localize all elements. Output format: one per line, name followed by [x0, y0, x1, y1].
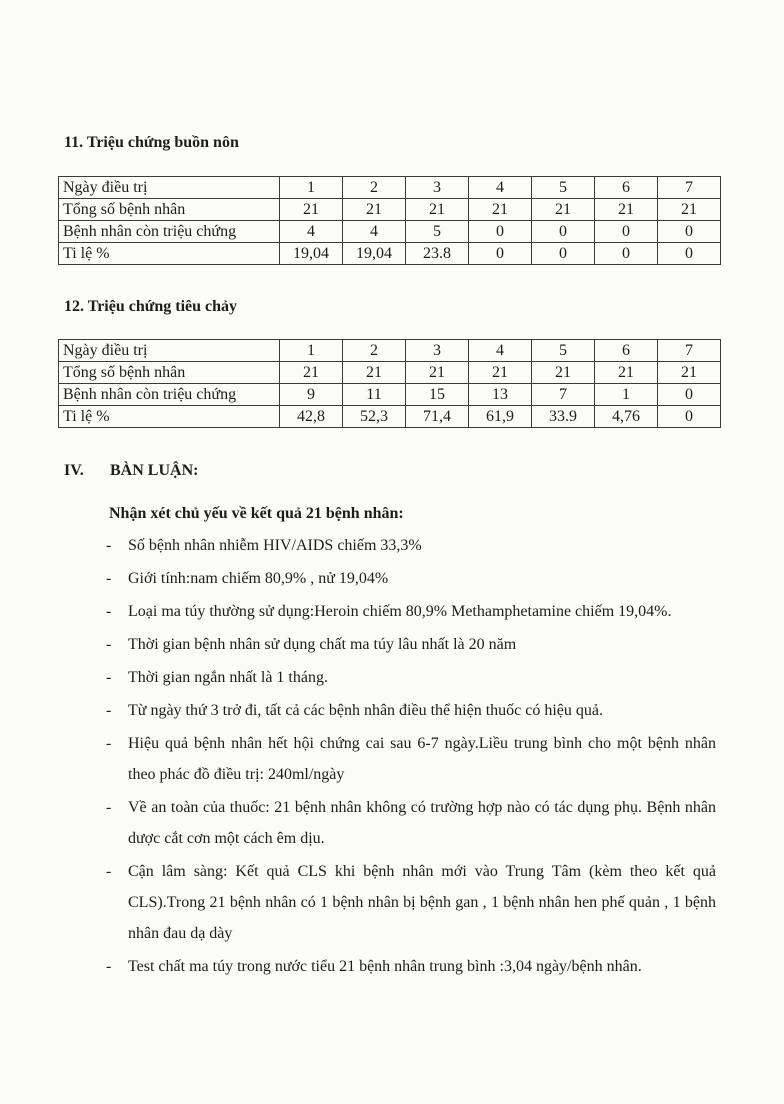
cell: 71,4: [406, 406, 469, 428]
cell: 21: [658, 362, 721, 384]
cell: 4: [343, 221, 406, 243]
table-row: [59, 199, 721, 221]
cell: 21: [595, 362, 658, 384]
list-item: [106, 629, 716, 660]
cell: 11: [343, 384, 406, 406]
dash-marker: -: [106, 863, 112, 880]
cell: 15: [406, 384, 469, 406]
dash-marker: -: [106, 603, 112, 620]
cell: 21: [343, 199, 406, 221]
cell: 3: [406, 340, 469, 362]
cell: 21: [406, 362, 469, 384]
row-label: Tổng số bệnh nhân: [59, 362, 280, 384]
table-row: [59, 340, 721, 362]
cell: 7: [658, 340, 721, 362]
cell: 13: [469, 384, 532, 406]
cell: 9: [280, 384, 343, 406]
list-item-text: Loại ma túy thường sử dụng:Heroin chiếm 80,9% Methamphetamine chiếm 19,04%.: [128, 603, 672, 620]
cell: 0: [595, 221, 658, 243]
table-row: [59, 221, 721, 243]
cell: 21: [658, 199, 721, 221]
cell: 0: [532, 243, 595, 265]
table-row: [59, 362, 721, 384]
discussion-subheading: Nhận xét chủ yếu về kết quả 21 bệnh nhân:: [109, 505, 404, 522]
cell: 7: [658, 177, 721, 199]
cell: 19,04: [343, 243, 406, 265]
cell: 7: [532, 384, 595, 406]
cell: 1: [280, 340, 343, 362]
dash-marker: -: [106, 570, 112, 587]
discussion-list: [106, 530, 716, 984]
cell: 52,3: [343, 406, 406, 428]
cell: 5: [406, 221, 469, 243]
cell: 2: [343, 340, 406, 362]
cell: 0: [658, 406, 721, 428]
list-item-text: Về an toàn của thuốc: 21 bệnh nhân không có trường hợp nào có tác dụng phụ. Bệnh nhân dược cắt cơn một cách êm dịu.: [128, 799, 716, 847]
list-item-text: Thời gian bệnh nhân sử dụng chất ma túy lâu nhất là 20 năm: [128, 636, 517, 653]
cell: 4: [280, 221, 343, 243]
cell: 42,8: [280, 406, 343, 428]
list-item: [106, 792, 716, 854]
table-row: [59, 384, 721, 406]
table-row: [59, 177, 721, 199]
dash-marker: -: [106, 958, 112, 975]
list-item: [106, 856, 716, 949]
cell: 21: [280, 199, 343, 221]
list-item: [106, 728, 716, 790]
list-item: [106, 695, 716, 726]
cell: 6: [595, 340, 658, 362]
cell: 61,9: [469, 406, 532, 428]
list-item: [106, 596, 716, 627]
list-item-text: Hiệu quả bệnh nhân hết hội chứng cai sau 6-7 ngày.Liều trung bình cho một bệnh nhân theo phác đồ điều trị: 240ml/ngày: [128, 735, 716, 783]
cell: 4: [469, 340, 532, 362]
table-row: [59, 406, 721, 428]
cell: 4: [469, 177, 532, 199]
diarrhea-table: [58, 339, 721, 428]
row-label: Bệnh nhân còn triệu chứng: [59, 221, 280, 243]
cell: 21: [532, 199, 595, 221]
table-row: [59, 243, 721, 265]
cell: 3: [406, 177, 469, 199]
list-item-text: Test chất ma túy trong nước tiểu 21 bệnh nhân trung bình :3,04 ngày/bệnh nhân.: [128, 958, 642, 975]
row-label: Ti lệ %: [59, 243, 280, 265]
cell: 21: [343, 362, 406, 384]
dash-marker: -: [106, 669, 112, 686]
list-item-text: Thời gian ngắn nhất là 1 tháng.: [128, 669, 328, 686]
cell: 5: [532, 177, 595, 199]
section-12-title: 12. Triệu chứng tiêu chảy: [64, 298, 238, 315]
section-11-title: 11. Triệu chứng buồn nôn: [64, 134, 239, 151]
cell: 0: [532, 221, 595, 243]
cell: 0: [469, 221, 532, 243]
cell: 1: [280, 177, 343, 199]
cell: 4,76: [595, 406, 658, 428]
dash-marker: -: [106, 735, 112, 752]
cell: 6: [595, 177, 658, 199]
row-label: Bệnh nhân còn triệu chứng: [59, 384, 280, 406]
row-label: Tổng số bệnh nhân: [59, 199, 280, 221]
cell: 21: [469, 362, 532, 384]
cell: 2: [343, 177, 406, 199]
dash-marker: -: [106, 537, 112, 554]
cell: 21: [280, 362, 343, 384]
list-item-text: Từ ngày thứ 3 trở đi, tất cả các bệnh nhân điều thể hiện thuốc có hiệu quả.: [128, 702, 603, 719]
cell: 0: [658, 243, 721, 265]
cell: 23.8: [406, 243, 469, 265]
list-item-text: Cận lâm sàng: Kết quả CLS khi bệnh nhân mới vào Trung Tâm (kèm theo kết quả CLS).Trong 21 bệnh nhân có 1 bệnh nhân bị bệnh gan , 1 bệnh nhân hen phế quản , 1 bệnh nhân đau dạ dày: [128, 863, 716, 942]
cell: 21: [595, 199, 658, 221]
section-4-title: BÀN LUẬN:: [110, 462, 199, 479]
cell: 0: [469, 243, 532, 265]
dash-marker: -: [106, 799, 112, 816]
cell: 21: [469, 199, 532, 221]
cell: 21: [532, 362, 595, 384]
section-4-number: IV.: [64, 462, 84, 479]
list-item-text: Giới tính:nam chiếm 80,9% , nử 19,04%: [128, 570, 389, 587]
row-label: Ngày điều trị: [59, 177, 280, 199]
list-item-text: Số bệnh nhân nhiễm HIV/AIDS chiếm 33,3%: [128, 537, 422, 554]
nausea-table: [58, 176, 721, 265]
cell: 33.9: [532, 406, 595, 428]
list-item: [106, 530, 716, 561]
row-label: Ti lệ %: [59, 406, 280, 428]
cell: 0: [658, 221, 721, 243]
dash-marker: -: [106, 636, 112, 653]
list-item: [106, 951, 716, 982]
cell: 19,04: [280, 243, 343, 265]
cell: 21: [406, 199, 469, 221]
dash-marker: -: [106, 702, 112, 719]
list-item: [106, 563, 716, 594]
row-label: Ngày điều trị: [59, 340, 280, 362]
cell: 0: [658, 384, 721, 406]
cell: 0: [595, 243, 658, 265]
cell: 5: [532, 340, 595, 362]
list-item: [106, 662, 716, 693]
cell: 1: [595, 384, 658, 406]
